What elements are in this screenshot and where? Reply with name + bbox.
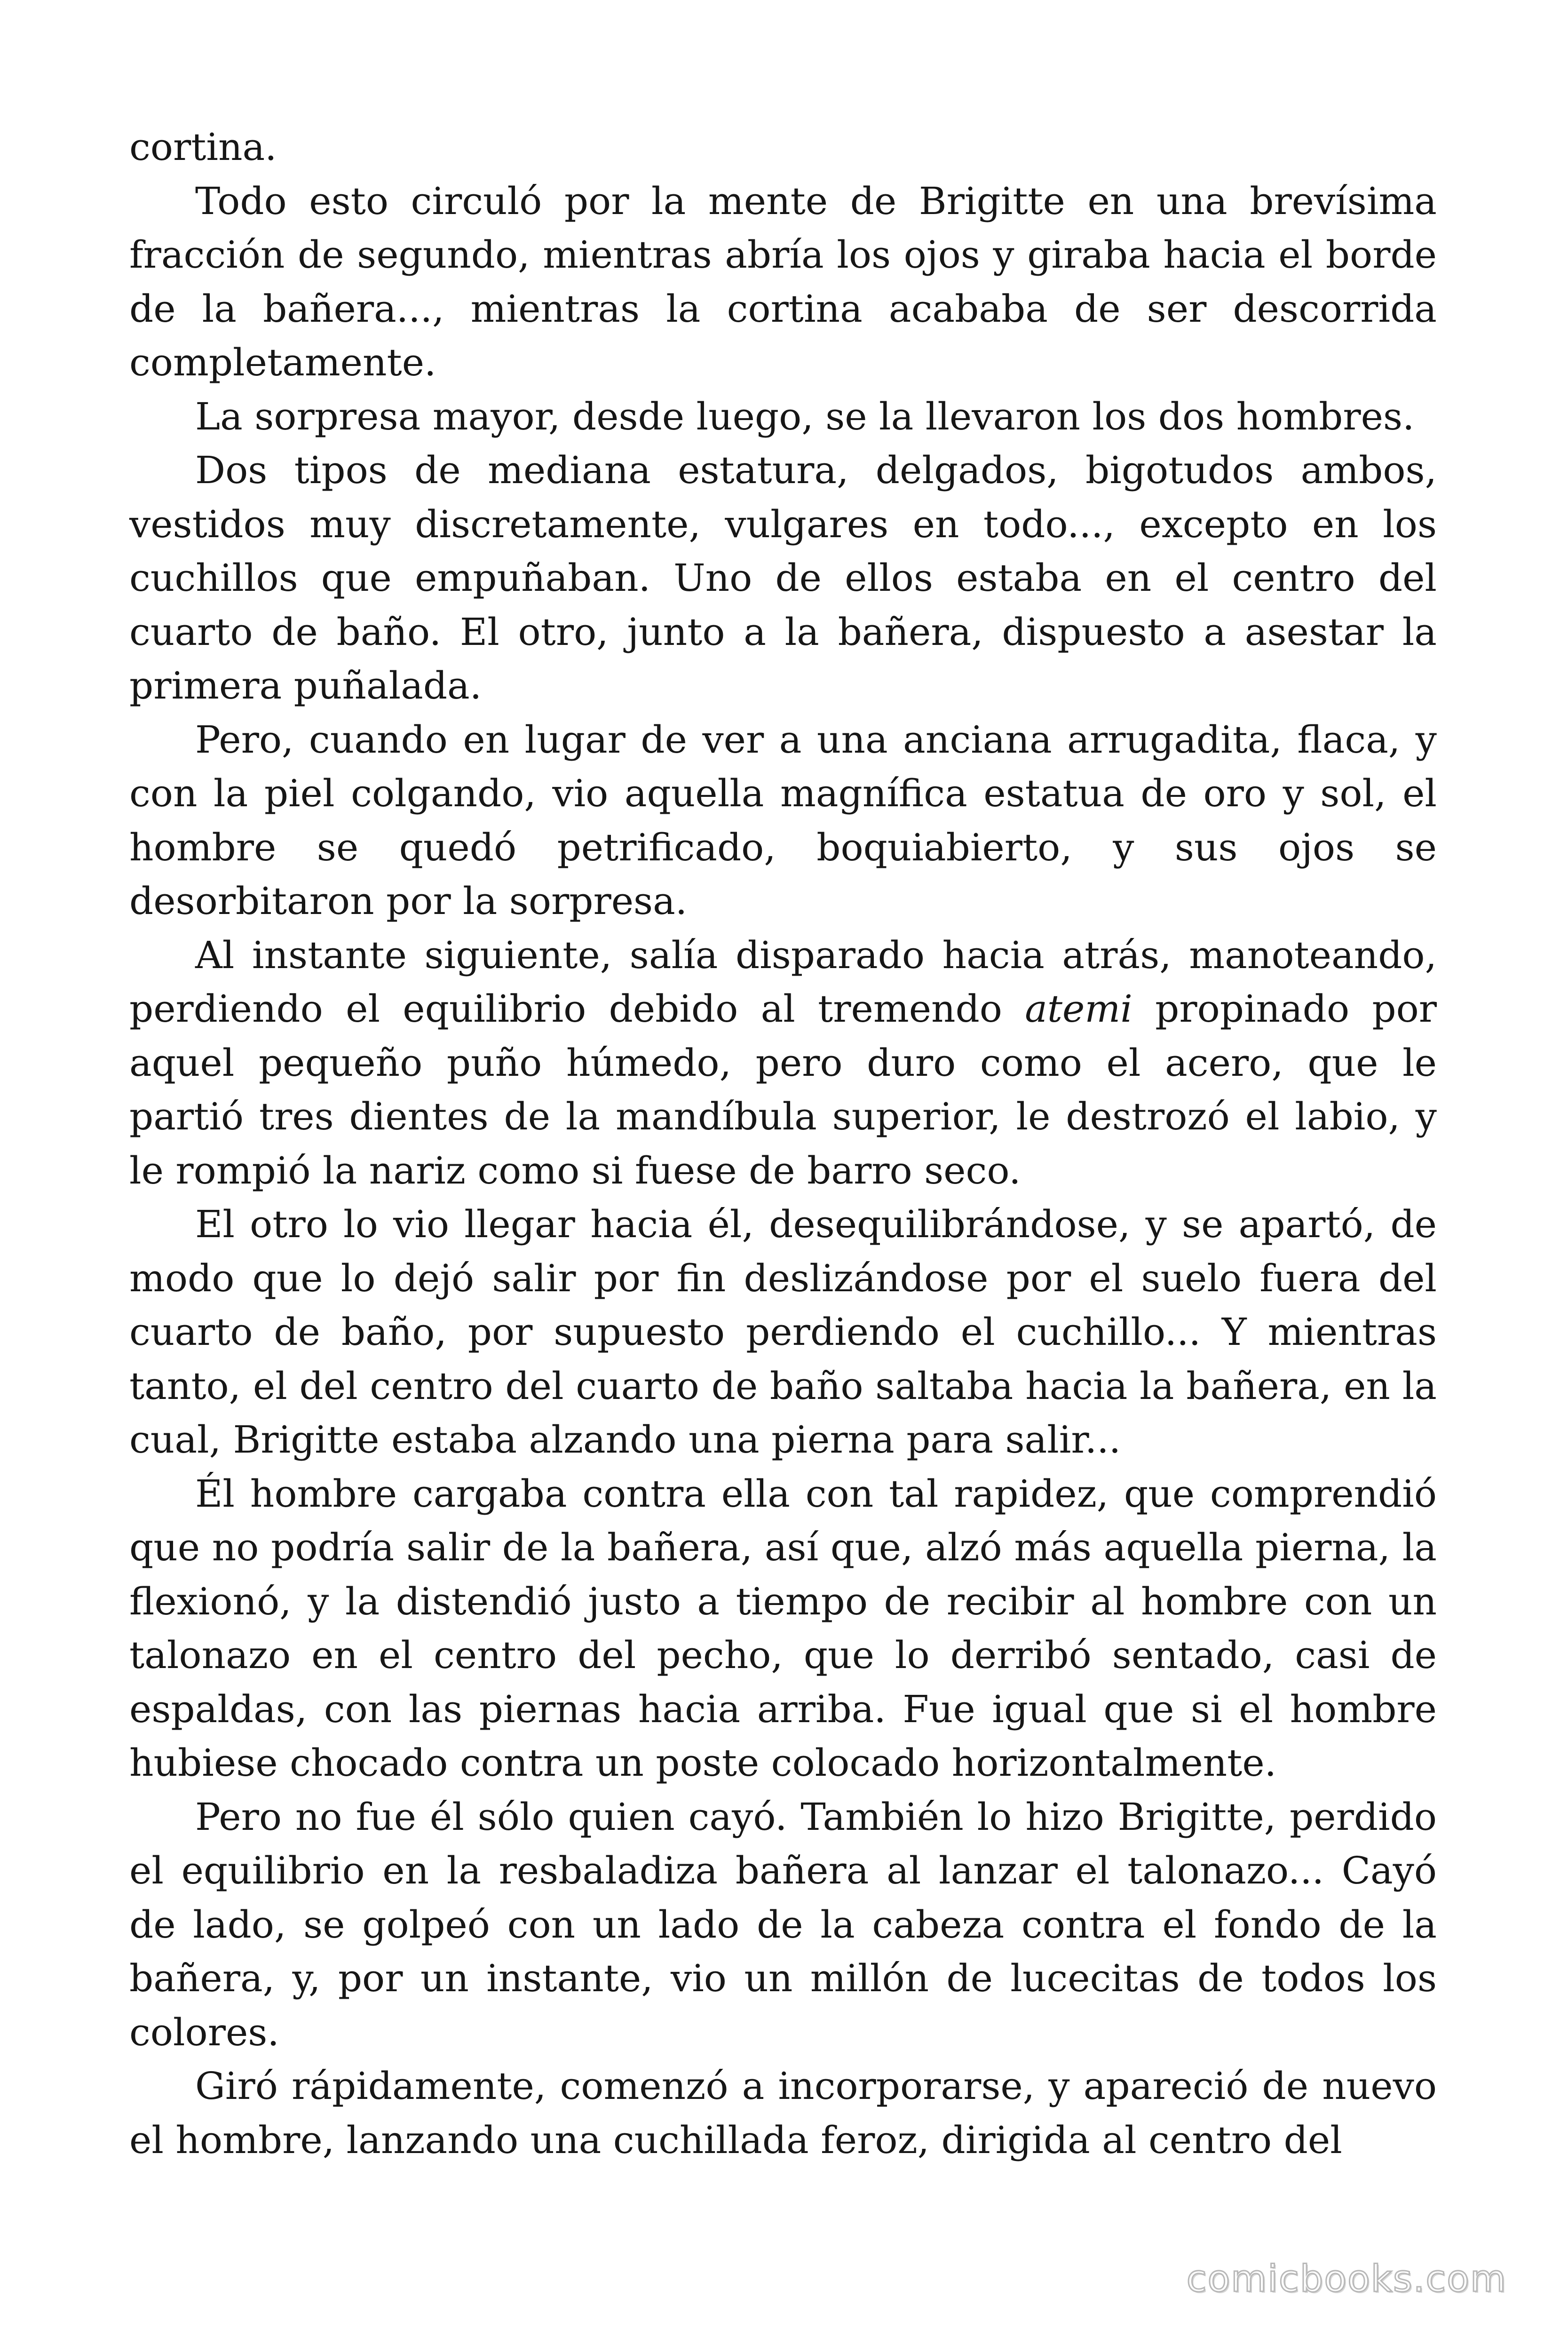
paragraph-5-part-a: Al instante siguiente, salía disparado hacia atrás, manoteando, perdiendo el equilibrio debido al tremendo <box>129 933 1437 1031</box>
italic-term: atemi <box>1025 987 1132 1031</box>
page-text <box>129 120 1437 2167</box>
paragraph-2: La sorpresa mayor, desde luego, se la llevaron los dos hombres. <box>195 394 1415 438</box>
paragraph-9: Giró rápidamente, comenzó a incorporarse, y apareció de nuevo el hombre, lanzando una cuchillada feroz, dirigida al centro del <box>129 2064 1437 2162</box>
paragraph-5 <box>129 929 1437 1198</box>
watermark: comicbooks.com <box>1186 2258 1507 2300</box>
paragraph-5-part-b: propinado por aquel pequeño puño húmedo, pero duro como el acero, que le partió tres dientes de la mandíbula superior, le destrozó el labio, y le rompió la nariz como si fuese de barro seco. <box>129 987 1437 1192</box>
paragraph-1: Todo esto circuló por la mente de Brigitte en una brevísima fracción de segundo, mientras abría los ojos y giraba hacia el borde de la bañera..., mientras la cortina acababa de ser descorrida completamente. <box>129 179 1437 384</box>
paragraph-4: Pero, cuando en lugar de ver a una anciana arrugadita, flaca, y con la piel colgando, vio aquella magnífica estatua de oro y sol, el hombre se quedó petrificado, boquiabierto, y sus ojos se desorbitaron por la sorpresa. <box>129 717 1437 923</box>
paragraph-0: cortina. <box>129 125 277 169</box>
paragraph-6: El otro lo vio llegar hacia él, desequilibrándose, y se apartó, de modo que lo dejó salir por fin deslizándose por el suelo fuera del cuarto de baño, por supuesto perdiendo el cuchillo... Y mientras tanto, el del centro del cuarto de baño saltaba hacia la bañera, en la cual, Brigitte estaba alzando una pierna para salir... <box>129 1202 1437 1462</box>
paragraph-8: Pero no fue él sólo quien cayó. También lo hizo Brigitte, perdido el equilibrio en la resbaladiza bañera al lanzar el talonazo... Cayó de lado, se golpeó con un lado de la cabeza contra el fondo de la bañera, y, por un instante, vio un millón de lucecitas de todos los colores. <box>129 1795 1437 2054</box>
paragraph-7: Él hombre cargaba contra ella con tal rapidez, que comprendió que no podría salir de la bañera, así que, alzó más aquella pierna, la flexionó, y la distendió justo a tiempo de recibir al hombre con un talonazo en el centro del pecho, que lo derribó sentado, casi de espaldas, con las piernas hacia arriba. Fue igual que si el hombre hubiese chocado contra un poste colocado horizontalmente. <box>129 1471 1437 1785</box>
paragraph-3: Dos tipos de mediana estatura, delgados, bigotudos ambos, vestidos muy discretamente, vulgares en todo..., excepto en los cuchillos que empuñaban. Uno de ellos estaba en el centro del cuarto de baño. El otro, junto a la bañera, dispuesto a asestar la primera puñalada. <box>129 448 1437 707</box>
